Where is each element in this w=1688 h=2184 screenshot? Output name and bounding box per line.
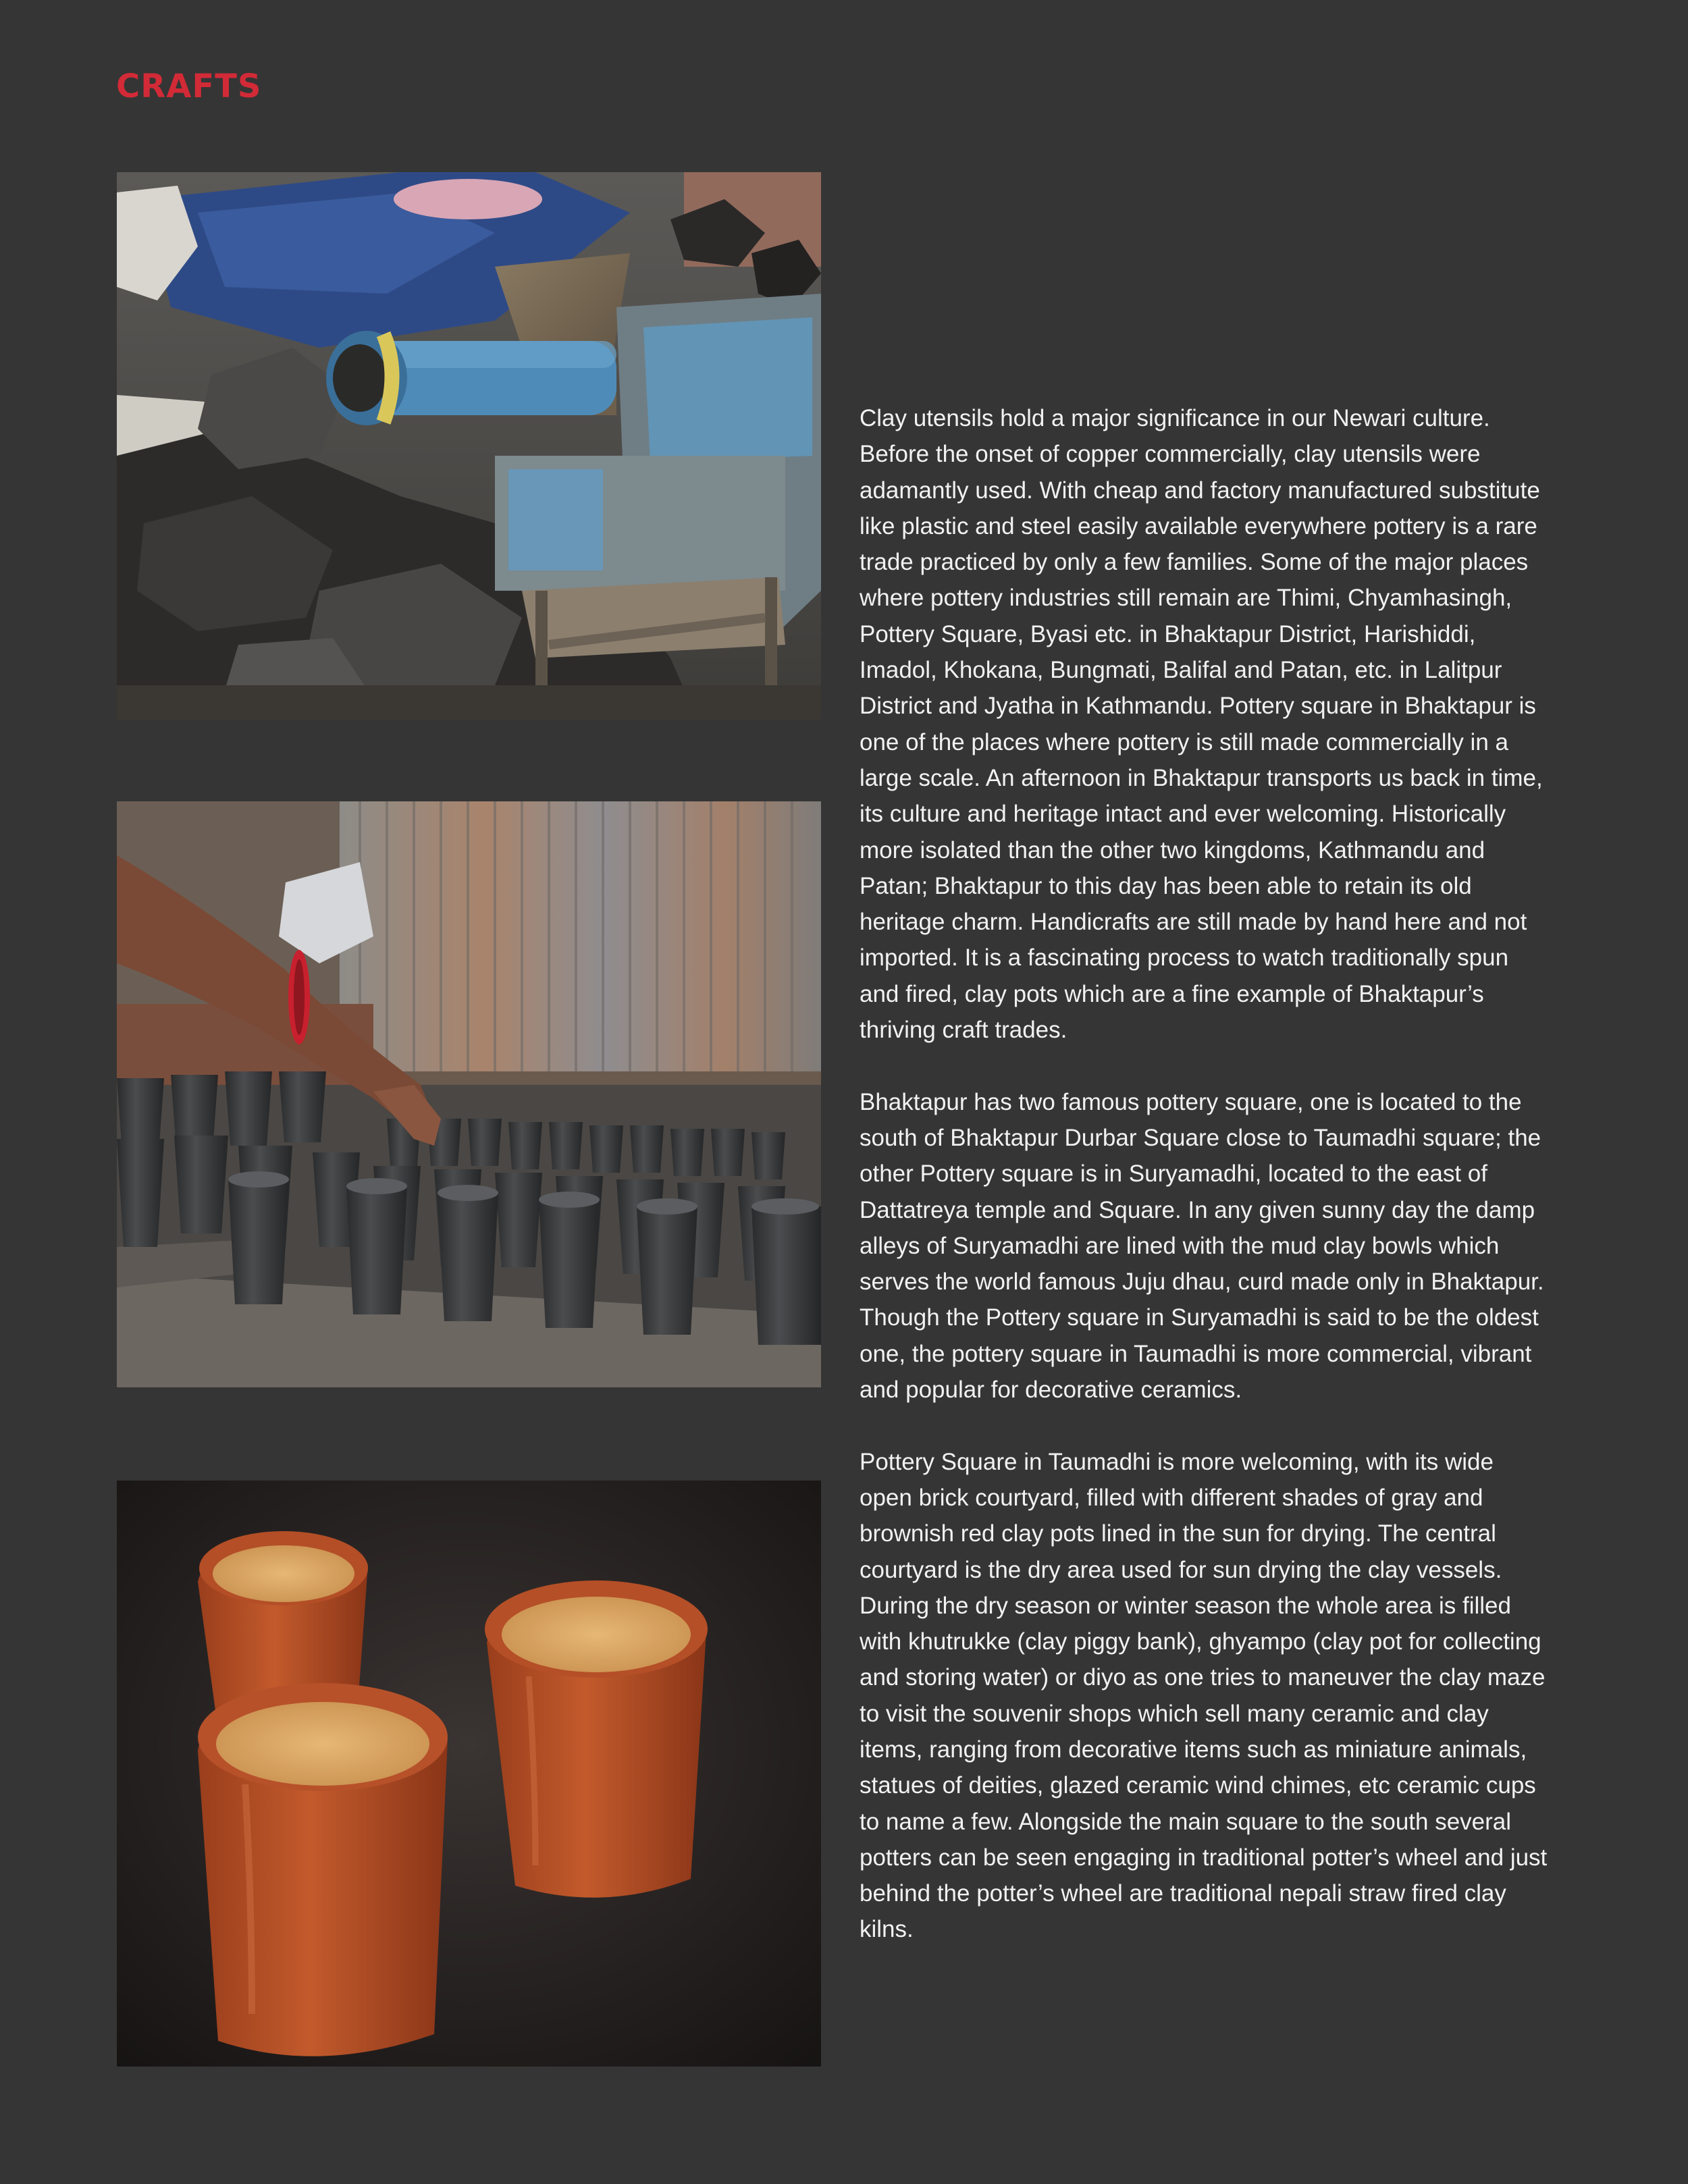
article-paragraph: Clay utensils hold a major significance in our Newari culture. Before the onset of copper commercially, clay utensils were adamantly used. With cheap and factory manufactured substitute like plastic and steel easily available everywhere pottery is a rare trade practiced by only a few families. Some of the major places where pottery industries still remain are Thimi, Chyamhasingh, Pottery Square, Byasi etc. in Bhaktapur District, Harishiddi, Imadol, Khokana, Bungmati, Balifal and Patan, etc. in Lalitpur District and Jyatha in Kathmandu. Pottery square in Bhaktapur is one of the places where pottery is still made commercially in a large scale. An afternoon in Bhaktapur transports us back in time, its culture and heritage intact and ever welcoming. Historically more isolated than the other two kingdoms, Kathmandu and Patan; Bhaktapur to this day has been able to retain its old heritage charm. Handicrafts are still made by hand here and not imported. It is a fascinating process to watch traditionally spun and fired, clay pots which are a fine example of Bhaktapur’s thriving craft trades. [860, 405, 1543, 1044]
article-paragraph: Pottery Square in Taumadhi is more welcoming, with its wide open brick courtyard, filled with different shades of gray and brownish red clay pots lined in the sun for drying. The central courtyard is the dry area used for sun drying the clay vessels. During the dry season or winter season the whole area is filled with khutrukke (clay piggy bank), ghyampo (clay pot for collecting and storing water) or diyo as one tries to maneuver the clay maze to visit the souvenir shops which sell many ceramic and clay items, ranging from decorative items such as miniature animals, statues of deities, glazed ceramic wind chimes, etc ceramic cups to name a few. Alongside the main square to the south several potters can be seen engaging in traditional potter’s wheel and just behind the potter’s wheel are traditional nepali straw fired clay kilns. [860, 1448, 1548, 1943]
section-label: CRAFTS [116, 68, 262, 105]
drying-clay-cups-photo [117, 801, 821, 1387]
article-paragraph: Bhaktapur has two famous pottery square, one is located to the south of Bhaktapur Durbar Square close to Taumadhi square; the other Pottery square is in Suryamadhi, located to the east of Dattatreya temple and Square. In any given sunny day the damp alleys of Suryamadhi are lined with the mud clay bowls which serves the world famous Juju dhau, curd made only in Bhaktapur. Though the Pottery square in Suryamadhi is said to be the oldest one, the pottery square in Taumadhi is more commercial, vibrant and popular for decorative ceramics. [860, 1088, 1544, 1404]
article-body [860, 400, 1548, 1948]
clay-extruder-machine-photo [117, 172, 821, 720]
clay-tea-cups-photo [117, 1481, 821, 2067]
